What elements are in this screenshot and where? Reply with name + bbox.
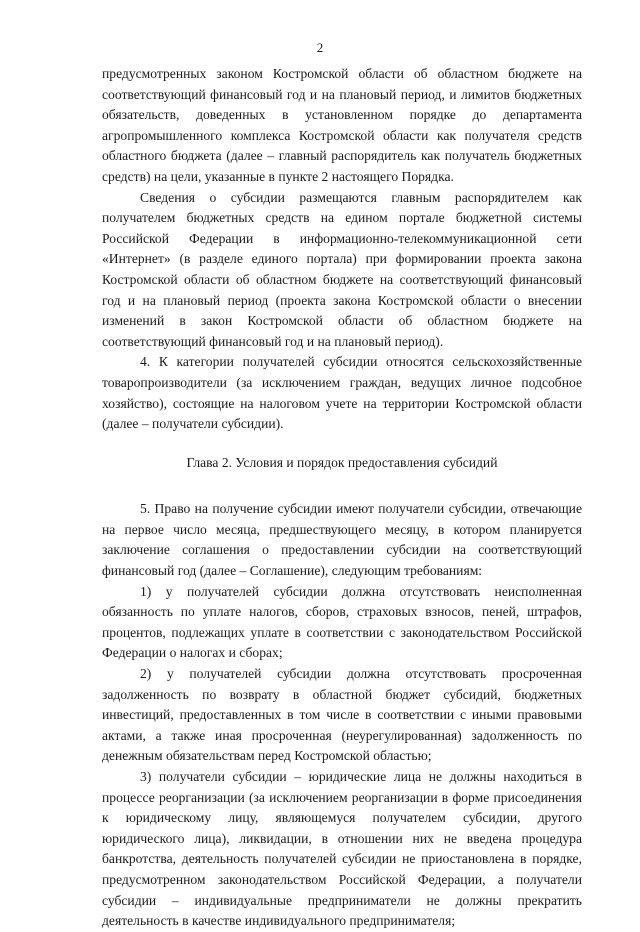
chapter-heading: Глава 2. Условия и порядок предоставления субсидий bbox=[186, 454, 498, 470]
paragraph: 5. Право на получение субсидии имеют получатели субсидии, отвечающие на первое число месяца, предшествующего месяцу, в котором планируется заключение соглашения о предоставлении субсидии на соответствующий финансовый год (далее – Соглашение), следующим требованиям: bbox=[102, 501, 582, 579]
list-item: 1) у получателей субсидии должна отсутствовать неисполненная обязанность по уплате налогов, сборов, страховых взносов, пеней, штрафов, процентов, подлежащих уплате в соответствии с законодательством Российской Федерации о налогах и сборах; bbox=[102, 583, 582, 661]
paragraph: предусмотренных законом Костромской области об областном бюджете на соответствующий финансовый год и на плановый период, и лимитов бюджетных обязательств, доведенных в установленном порядке до департамента агропромышленного комплекса Костромской области как получателя средств областного бюджета (далее – главный распорядитель как получатель бюджетных средств) на цели, указанные в пункте 2 настоящего Порядка. bbox=[102, 66, 582, 184]
list-item: 3) получатели субсидии – юридические лица не должны находиться в процессе реорганизации (за исключением реорганизации в форме присоединения к юридическому лицу, являющемуся получателем субсидии, другого юридического лица), ликвидации, в отношении них не введена процедура банкротства, деятельность получателей субсидии не приостановлена в порядке, предусмотренном законодательством Российской Федерации, а получатели субсидии – индивидуальные предприниматели не должны прекратить деятельность в качестве индивидуального предпринимателя; bbox=[102, 769, 582, 929]
list-item: 2) у получателей субсидии должна отсутствовать просроченная задолженность по возврату в областной бюджет субсидий, бюджетных инвестиций, предоставленных в том числе в соответствии с иными правовыми актами, а также иная просроченная (неурегулированная) задолженность по денежным обязательствам перед Костромской областью; bbox=[102, 666, 582, 764]
paragraph: 4. К категории получателей субсидии относятся сельскохозяйственные товаропроизводители (за исключением граждан, ведущих личное подсобное хозяйство), состоящие на налоговом учете на территории Костромской области (далее – получатели субсидии). bbox=[102, 354, 582, 432]
page-number: 2 bbox=[316, 40, 324, 55]
document-body bbox=[102, 64, 582, 932]
paragraph: Сведения о субсидии размещаются главным распорядителем как получателем бюджетных средств на едином портале бюджетной системы Российской Федерации в информационно-телекоммуникационной сети «Интернет» (в разделе единого портала) при формировании проекта закона Костромской области об областном бюджете на соответствующий финансовый год и на плановый период (проекта закона Костромской области о внесении изменений в закон Костромской области об областном бюджете на соответствующий финансовый год и на плановый период). bbox=[102, 189, 582, 349]
